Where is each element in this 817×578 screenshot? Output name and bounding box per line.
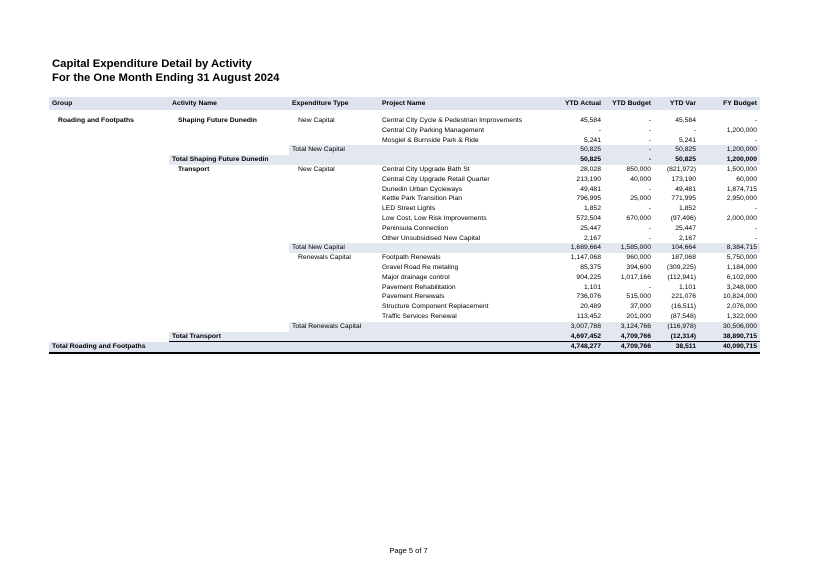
cell-fy-budget: - [754, 234, 757, 242]
cell-ytd-var: (16,511) [671, 303, 696, 311]
cell-fy-budget: 10,824,000 [722, 293, 757, 301]
table-row [49, 175, 760, 185]
cell-fy-budget: 1,322,000 [726, 312, 757, 320]
cell-ytd-actual: 3,007,788 [549, 322, 604, 332]
table-row [49, 224, 760, 234]
cell-ytd-var: 49,481 [675, 185, 696, 193]
cell-ytd-var: 1,101 [678, 283, 696, 291]
cell-ytd-budget: - [648, 136, 651, 144]
cell-ytd-budget: - [648, 224, 651, 232]
cell-exp-type: New Capital [298, 117, 335, 124]
table-row [49, 214, 760, 224]
table-row [49, 165, 760, 175]
cell-ytd-actual: 4,748,277 [549, 342, 604, 353]
cell-ytd-var: 25,447 [675, 224, 696, 232]
cell-ytd-budget: 4,709,766 [604, 342, 654, 353]
col-fy-budget: FY Budget [699, 97, 760, 110]
cell-project: Gravel Road Re metaling [382, 263, 459, 271]
cell-ytd-actual: 904,225 [576, 273, 601, 281]
cell-ytd-actual: 1,147,068 [570, 254, 601, 262]
cell-ytd-var: 187,068 [671, 254, 696, 262]
cell-ytd-actual: 4,697,452 [549, 332, 604, 342]
cell-ytd-budget: 1,017,166 [620, 273, 651, 281]
cell-exp-type: Total New Capital [289, 243, 379, 253]
cell-project: Structure Component Replacement [382, 303, 489, 311]
col-ytd-var: YTD Var [654, 97, 699, 110]
cell-ytd-budget: - [604, 155, 654, 165]
cell-project: LED Street Lights [382, 205, 436, 213]
table-row [49, 253, 760, 263]
cell-ytd-actual: 50,825 [549, 145, 604, 155]
subtotal-row [49, 322, 760, 332]
cell-project: Mosgiel & Burnside Park & Ride [382, 136, 479, 144]
col-activity: Activity Name [169, 97, 289, 110]
col-group: Group [49, 97, 169, 110]
cell-ytd-var: 50,825 [654, 155, 699, 165]
cell-ytd-actual: 45,584 [580, 117, 601, 124]
page-number: Page 5 of 7 [389, 546, 428, 555]
cell-ytd-budget: - [648, 117, 651, 124]
cell-ytd-var: 771,995 [671, 195, 696, 203]
cell-ytd-actual: 736,076 [576, 293, 601, 301]
cell-ytd-var: 1,852 [678, 205, 696, 213]
cell-fy-budget: 2,000,000 [726, 214, 757, 222]
cell-project: Traffic Services Renewal [382, 312, 457, 320]
cell-exp-type: Total New Capital [289, 145, 379, 155]
cell-fy-budget: 60,000 [736, 175, 757, 183]
cell-ytd-budget: 4,709,766 [604, 332, 654, 342]
cell-project: Major drainage control [382, 273, 450, 281]
activity-total-row [49, 155, 760, 165]
cell-exp-type: New Capital [298, 165, 335, 173]
cell-ytd-budget: 515,000 [626, 293, 651, 301]
table-row [49, 194, 760, 204]
cell-fy-budget: 30,506,000 [699, 322, 760, 332]
cell-ytd-var: (116,978) [654, 322, 699, 332]
cell-fy-budget: 6,102,000 [726, 273, 757, 281]
cell-ytd-actual: 50,825 [549, 155, 604, 165]
cell-ytd-budget: 394,600 [626, 263, 651, 271]
report-subtitle: For the One Month Ending 31 August 2024 [52, 72, 280, 84]
report-titles [52, 57, 279, 85]
table-row [49, 126, 760, 136]
cell-fy-budget: - [754, 136, 757, 144]
cell-project: Central City Upgrade Bath St [382, 165, 470, 173]
cell-ytd-actual: 1,689,664 [549, 243, 604, 253]
cell-project: Other Unsubsidised New Capital [382, 234, 481, 242]
cell-fy-budget: 2,950,000 [726, 195, 757, 203]
cell-project: Central City Parking Management [382, 126, 484, 134]
cell-fy-budget: 38,890,715 [699, 332, 760, 342]
cell-ytd-var: 38,511 [654, 342, 699, 353]
cell-activity: Transport [178, 165, 210, 173]
cell-ytd-var: 5,241 [678, 136, 696, 144]
table-row [49, 116, 760, 126]
group-total-row [49, 342, 760, 353]
col-ytd-actual: YTD Actual [549, 97, 604, 110]
cell-ytd-actual: 5,241 [583, 136, 601, 144]
cell-ytd-budget: 1,585,000 [604, 243, 654, 253]
table-row [49, 136, 760, 146]
col-project: Project Name [379, 97, 549, 110]
cell-fy-budget: 1,200,000 [699, 155, 760, 165]
cell-ytd-var: 173,190 [671, 175, 696, 183]
cell-ytd-budget: - [648, 185, 651, 193]
cell-ytd-var: 104,664 [654, 243, 699, 253]
cell-ytd-var: 2,167 [678, 234, 696, 242]
cell-ytd-budget: 670,000 [626, 214, 651, 222]
cell-activity: Shaping Future Dunedin [178, 117, 257, 124]
col-expenditure-type: Expenditure Type [289, 97, 379, 110]
cell-ytd-var: (97,496) [670, 214, 696, 222]
cell-ytd-actual: 49,481 [580, 185, 601, 193]
cell-ytd-var: (309,225) [666, 263, 696, 271]
cell-project: Central City Cycle & Pedestrian Improvements [382, 117, 523, 124]
cell-project: Pavement Rehabilitation [382, 283, 456, 291]
cell-fy-budget: 1,200,000 [726, 126, 757, 134]
report-title: Capital Expenditure Detail by Activity [52, 58, 252, 70]
cell-ytd-actual: 572,504 [576, 214, 601, 222]
cell-exp-type: Renewals Capital [298, 254, 351, 262]
cell-ytd-actual: 25,447 [580, 224, 601, 232]
capex-table [49, 97, 760, 354]
cell-fy-budget: 2,076,000 [726, 303, 757, 311]
table-row [49, 312, 760, 322]
cell-fy-budget: 1,184,000 [726, 263, 757, 271]
cell-ytd-budget: - [648, 234, 651, 242]
cell-ytd-actual: 796,995 [576, 195, 601, 203]
cell-ytd-var: (87,548) [670, 312, 696, 320]
cell-project: Central City Upgrade Retail Quarter [382, 175, 490, 183]
cell-ytd-var: (821,972) [666, 165, 696, 173]
table-row [49, 204, 760, 214]
cell-project: Footpath Renewals [382, 254, 441, 262]
cell-ytd-budget: 960,000 [626, 254, 651, 262]
cell-fy-budget: 1,200,000 [699, 145, 760, 155]
cell-ytd-actual: 20,489 [580, 303, 601, 311]
cell-fy-budget: 8,384,715 [699, 243, 760, 253]
cell-ytd-var: 221,076 [671, 293, 696, 301]
subtotal-row [49, 243, 760, 253]
cell-fy-budget: 40,090,715 [699, 342, 760, 353]
cell-fy-budget: - [754, 117, 757, 124]
cell-exp-type: Total Renewals Capital [289, 322, 379, 332]
cell-fy-budget: - [754, 224, 757, 232]
cell-group: Total Roading and Footpaths [49, 342, 169, 353]
cell-ytd-actual: 113,452 [576, 312, 601, 320]
table-header-row [49, 97, 760, 110]
table-row [49, 283, 760, 293]
cell-ytd-var: 50,825 [654, 145, 699, 155]
cell-ytd-actual: 2,167 [583, 234, 601, 242]
cell-ytd-var: (112,941) [667, 273, 696, 281]
cell-ytd-actual: 1,852 [583, 205, 601, 213]
cell-ytd-budget: 40,000 [630, 175, 651, 183]
table-row [49, 185, 760, 195]
cell-ytd-actual: 85,375 [580, 263, 601, 271]
cell-project: Dunedin Urban Cycleways [382, 185, 463, 193]
cell-ytd-var: - [693, 126, 696, 134]
subtotal-row [49, 145, 760, 155]
table-row [49, 273, 760, 283]
cell-ytd-actual: 28,028 [580, 165, 601, 173]
cell-ytd-var: (12,314) [654, 332, 699, 342]
table-row [49, 263, 760, 273]
cell-project: Kettle Park Transition Plan [382, 195, 463, 203]
cell-ytd-budget: 3,124,766 [604, 322, 654, 332]
cell-ytd-budget: 201,000 [626, 312, 651, 320]
cell-ytd-budget: 850,000 [626, 165, 651, 173]
cell-fy-budget: 1,500,000 [726, 165, 757, 173]
cell-ytd-actual: - [598, 126, 601, 134]
cell-activity: Total Shaping Future Dunedin [169, 155, 289, 165]
activity-total-row [49, 332, 760, 342]
cell-activity: Total Transport [169, 332, 289, 342]
table-row [49, 302, 760, 312]
cell-group: Roading and Footpaths [58, 117, 134, 124]
cell-ytd-actual: 213,190 [576, 175, 601, 183]
cell-ytd-budget: - [648, 126, 651, 134]
cell-ytd-budget: 37,000 [630, 303, 651, 311]
cell-ytd-budget: - [648, 283, 651, 291]
col-ytd-budget: YTD Budget [604, 97, 654, 110]
cell-ytd-budget: - [604, 145, 654, 155]
cell-fy-budget: 3,248,000 [726, 283, 757, 291]
cell-project: Peninsula Connection [382, 224, 449, 232]
table-row [49, 292, 760, 302]
cell-project: Low Cost, Low Risk Improvements [382, 214, 487, 222]
cell-project: Pavement Renewals [382, 293, 445, 301]
cell-ytd-budget: - [648, 205, 651, 213]
cell-ytd-var: 45,584 [675, 117, 696, 124]
cell-fy-budget: - [754, 205, 757, 213]
cell-fy-budget: 1,874,715 [726, 185, 757, 193]
table-row [49, 234, 760, 244]
cell-fy-budget: 5,750,000 [726, 254, 757, 262]
cell-ytd-actual: 1,101 [583, 283, 601, 291]
cell-ytd-budget: 25,000 [630, 195, 651, 203]
